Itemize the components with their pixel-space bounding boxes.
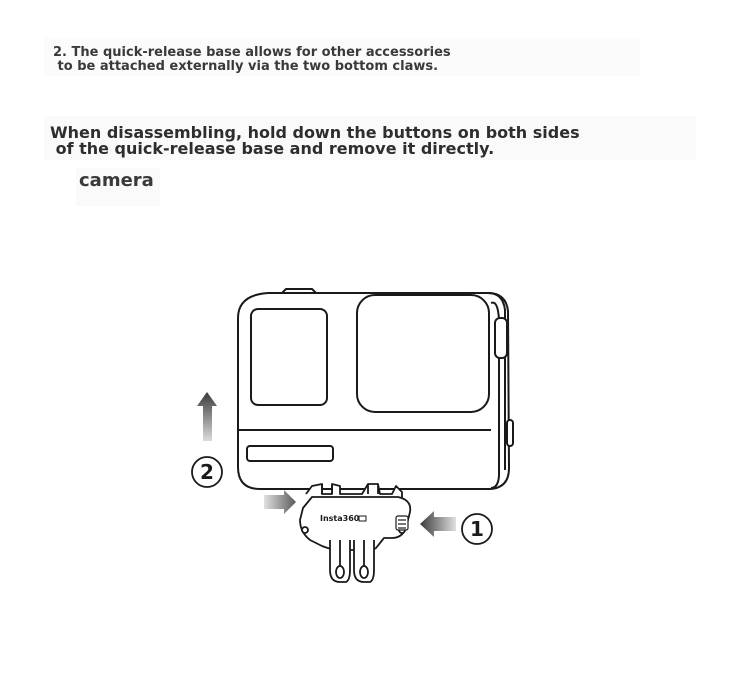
step-1-label: 1 bbox=[470, 517, 484, 541]
up-arrow-icon bbox=[197, 392, 217, 441]
brand-logo: Insta360 bbox=[320, 514, 360, 523]
step-2-marker bbox=[192, 457, 222, 487]
camera-label: camera bbox=[79, 170, 154, 191]
step-1-marker bbox=[462, 514, 492, 544]
push-arrow-right-icon bbox=[420, 511, 456, 537]
push-arrow-left-icon bbox=[264, 490, 296, 514]
disassembly-instruction: When disassembling, hold down the buttons on both sides of the quick-release base and remove it directly. bbox=[50, 123, 580, 158]
accessory-note: 2. The quick-release base allows for other accessories to be attached externally via the two bottom claws. bbox=[53, 45, 451, 74]
camera-body bbox=[238, 289, 513, 489]
step-2-label: 2 bbox=[200, 460, 214, 484]
